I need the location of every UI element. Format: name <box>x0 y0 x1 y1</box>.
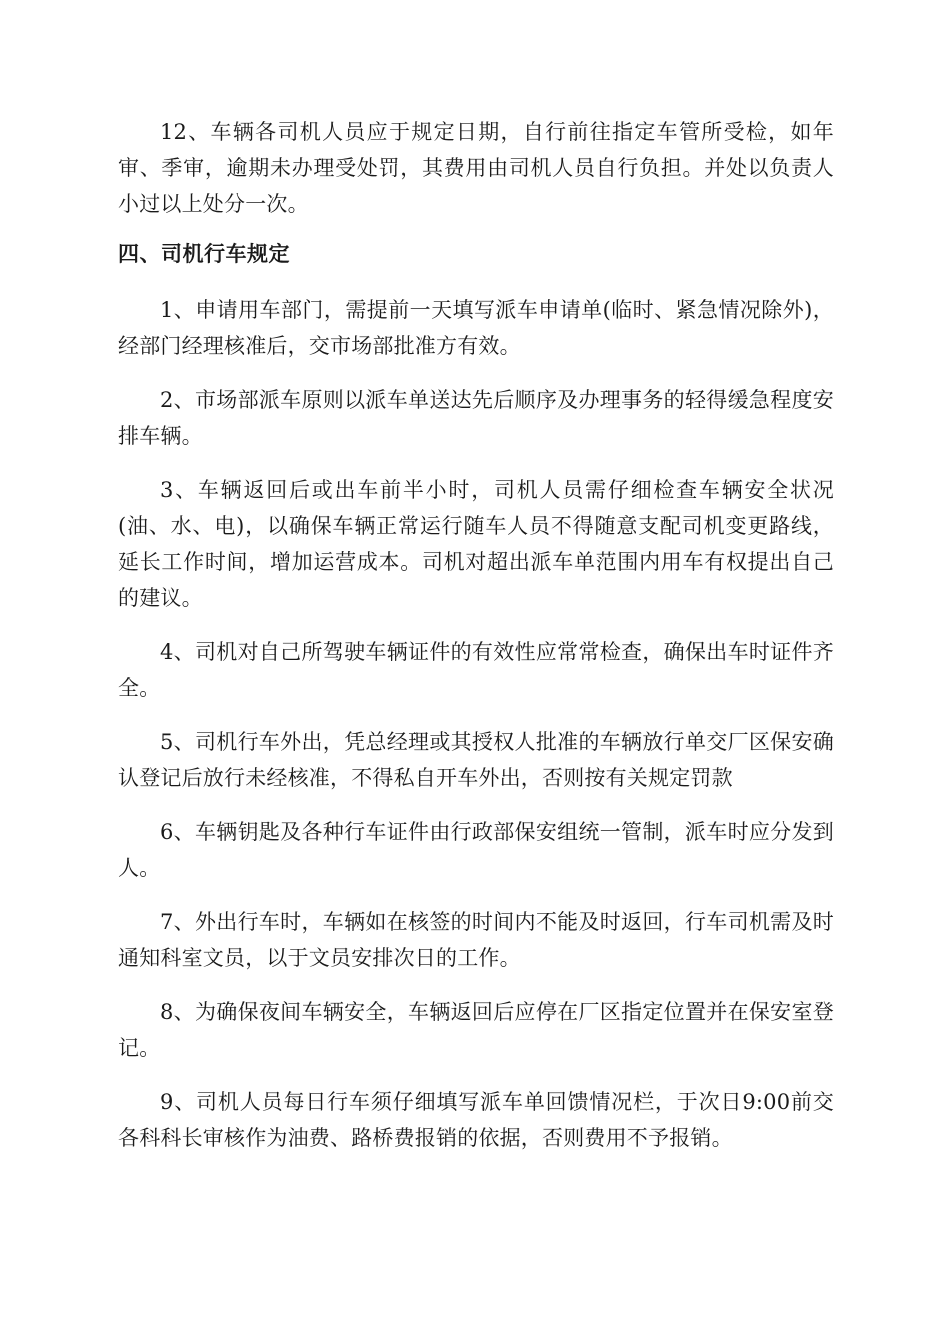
paragraph-rule-5: 5、司机行车外出，凭总经理或其授权人批准的车辆放行单交厂区保安确认登记后放行未经核准，不得私自开车外出，否则按有关规定罚款 <box>118 730 834 790</box>
paragraph-rule-7: 7、外出行车时，车辆如在核签的时间内不能及时返回，行车司机需及时通知科室文员，以于文员安排次日的工作。 <box>118 910 834 970</box>
paragraph-rule-8: 8、为确保夜间车辆安全，车辆返回后应停在厂区指定位置并在保安室登记。 <box>118 1000 834 1060</box>
paragraph-rule-3: 3、车辆返回后或出车前半小时，司机人员需仔细检查车辆安全状况(油、水、电)，以确保车辆正常运行随车人员不得随意支配司机变更路线，延长工作时间，增加运营成本。司机对超出派车单范围内用车有权提出自己的建议。 <box>118 478 834 610</box>
paragraph-rule-9: 9、司机人员每日行车须仔细填写派车单回馈情况栏，于次日9:00前交各科科长审核作为油费、路桥费报销的依据，否则费用不予报销。 <box>118 1090 834 1150</box>
paragraph-rule-6: 6、车辆钥匙及各种行车证件由行政部保安组统一管制，派车时应分发到人。 <box>118 820 834 880</box>
paragraph-rule-4: 4、司机对自己所驾驶车辆证件的有效性应常常检查，确保出车时证件齐全。 <box>118 640 834 700</box>
paragraph-rule-1: 1、申请用车部门，需提前一天填写派车申请单(临时、紧急情况除外)，经部门经理核准后，交市场部批准方有效。 <box>118 298 834 358</box>
section-heading: 四、司机行车规定 <box>118 241 290 266</box>
document-body <box>118 114 834 1156</box>
paragraph-rule-12: 12、车辆各司机人员应于规定日期，自行前往指定车管所受检，如年审、季审，逾期未办理受处罚，其费用由司机人员自行负担。并处以负责人小过以上处分一次。 <box>118 120 834 216</box>
paragraph-rule-2: 2、市场部派车原则以派车单送达先后顺序及办理事务的轻得缓急程度安排车辆。 <box>118 388 834 448</box>
